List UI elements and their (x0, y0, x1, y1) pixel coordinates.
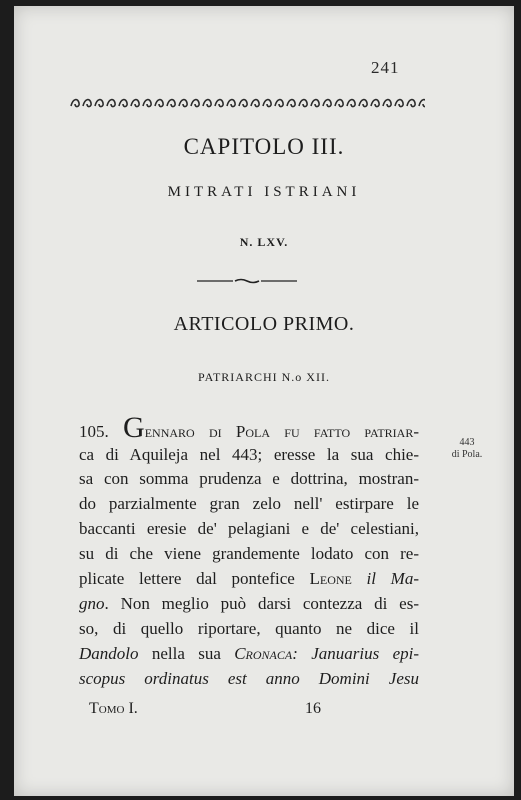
paragraph-line-8 (79, 592, 419, 616)
paragraph-line-7 (79, 567, 419, 591)
margin-note (437, 437, 497, 461)
decorative-ornament-band (70, 96, 425, 110)
book-page (14, 6, 514, 796)
paragraph-line-4: do parzialmente gran zelo nell' estirpare le (79, 494, 419, 513)
name-cronaca: Cronaca (234, 644, 293, 663)
margin-note-place: di Pola. (451, 449, 483, 460)
decorative-rule (197, 278, 297, 284)
paragraph-line-2: ca di Aquileja nel 443; eresse la sua chie- (79, 445, 419, 464)
paragraph-line-5: baccanti eresie de' pelagiani e de' celestiani, (79, 519, 419, 538)
article-title: ARTICOLO PRIMO. (173, 313, 355, 335)
paragraph-line-9: so, di quello riportare, quanto ne dice il (79, 619, 419, 638)
line-text: il Ma- (351, 569, 419, 588)
paragraph-line-10 (79, 642, 419, 666)
line-text: : Januarius epi- (292, 644, 420, 663)
line-text: . Non meglio può darsi contezza di es- (104, 594, 419, 613)
subheading: PATRIARCHI N.o XII. (198, 370, 330, 384)
section-title: MITRATI ISTRIANI (167, 184, 361, 200)
footer-volume: Tomo I. (89, 700, 138, 717)
name-leone: Leone (309, 569, 352, 588)
drop-cap: G (123, 411, 145, 444)
section-number: N. LXV. (239, 235, 289, 249)
paragraph-line-6: su di che viene grandemente lodato con re- (79, 544, 419, 563)
paragraph-line-1 (79, 411, 419, 444)
chapter-title: CAPITOLO III. (183, 134, 345, 159)
paragraph-line-11: scopus ordinatus est anno Domini Jesu (79, 669, 419, 688)
footer-signature: 16 (305, 700, 321, 717)
line-text: plicate lettere dal pontefice (79, 569, 310, 588)
paragraph-number: 105. (79, 422, 109, 441)
line-text: nella sua (138, 644, 235, 663)
page-number: 241 (371, 58, 400, 77)
name-dandolo: Dandolo (79, 644, 139, 663)
line-text: gno (79, 594, 105, 613)
line-text: ennaro di Pola fu fatto patriar- (144, 422, 419, 441)
paragraph-line-3: sa con somma prudenza e dottrina, mostran- (79, 469, 419, 488)
margin-note-year: 443 (459, 437, 475, 448)
